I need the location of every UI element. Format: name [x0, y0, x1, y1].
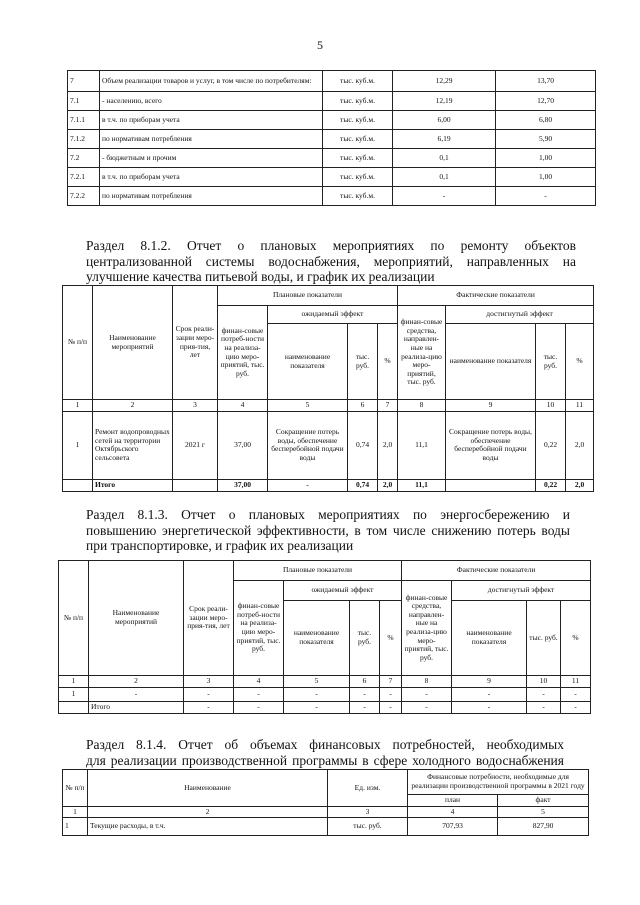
- table-row: 7.1.1 в т.ч. по приборам учета тыс. куб.м. 6,00 6,80: [68, 111, 596, 130]
- col-pct-plan: %: [378, 324, 398, 400]
- total-row: Итого - - - - - - - - -: [59, 702, 591, 714]
- table-row: 7.2.1 в т.ч. по приборам учета тыс. куб.м. 0,1 1,00: [68, 168, 596, 187]
- col-thr-fact: тыс. руб.: [536, 324, 566, 400]
- financial-needs-table: [62, 769, 589, 836]
- volume-table: [67, 70, 596, 206]
- table-row: 7.1 - населению, всего тыс. куб.м. 12,19 12,70: [68, 92, 596, 111]
- table-row: 7.1.2 по нормативам потребления тыс. куб.м. 6,19 5,90: [68, 130, 596, 149]
- col-num: № п/п: [63, 770, 88, 807]
- expected-effect: ожидаемый эффект: [284, 581, 402, 601]
- table-row: 1 Ремонт водопроводных сетей на территории Октябрьского сельсовета 2021 г 37,00 Сокращение потерь воды, обеспечение бесперебойной подачи воды 0,74 2,0 11,1 Сокращение потерь воды, обеспечение бесперебойной подачи воды 0,22 2,0: [63, 411, 594, 479]
- section-8-1-4-heading: Раздел 8.1.4. Отчет об объемах финансовых потребностей, необходимых для реализации производственной программы в сфере холодного водоснабжения: [86, 737, 564, 768]
- table-row: 7 Объем реализации товаров и услуг, в том числе по потребителям: тыс. куб.м. 12,29 13,70: [68, 71, 596, 92]
- fact-header: Фактические показатели: [402, 561, 591, 581]
- col-fin-plan: финан-совые потреб-ности на реализа-цию меро-приятий, тыс. руб.: [218, 306, 268, 400]
- table-row: 7.2.2 по нормативам потребления тыс. куб.м. - -: [68, 187, 596, 206]
- achieved-effect: достигнутый эффект: [452, 581, 591, 601]
- plan-header: Плановые показатели: [234, 561, 402, 581]
- col-thr-plan: тыс. руб.: [348, 324, 378, 400]
- col-indicator-fact: наименование показателя: [446, 324, 536, 400]
- col-fin-fact: финан-совые средства, направлен-ные на реализа-цию меро-приятий, тыс. руб.: [398, 306, 446, 400]
- fact-header: Фактические показатели: [398, 286, 594, 306]
- col-indicator-plan: наименование показателя: [268, 324, 348, 400]
- section-8-1-2-heading: Раздел 8.1.2. Отчет о плановых мероприятиях по ремонту объектов централизованной системы водоснабжения, мероприятий, направленных на улучшение качества питьевой воды, и график их реализации: [86, 238, 576, 284]
- col-fin-fact: финан-совые средства, направлен-ные на реализа-цию меро-приятий, тыс. руб.: [402, 581, 452, 676]
- table-row: 1 - - - - - - - - - -: [59, 688, 591, 702]
- col-unit: Ед. изм.: [328, 770, 408, 807]
- repair-plan-table: [62, 285, 594, 492]
- fin-needs-header: Финансовые потребности, необходимые для реализации производственной программы в 2021 году: [408, 770, 589, 795]
- column-numbers-row: 1 2 3 4 5 6 7 8 9 10 11: [63, 400, 594, 412]
- expected-effect: ожидаемый эффект: [268, 306, 398, 324]
- col-num: № п/п: [63, 286, 93, 400]
- col-thr-plan: тыс. руб.: [350, 601, 380, 676]
- col-pct-plan: %: [380, 601, 402, 676]
- plan-header: Плановые показатели: [218, 286, 398, 306]
- col-pct-fact: %: [561, 601, 591, 676]
- col-name: Наименование мероприятий: [89, 561, 184, 676]
- total-row: Итого 37,00 - 0,74 2,0 11,1 0,22 2,0: [63, 479, 594, 491]
- col-fact: факт: [498, 795, 589, 807]
- col-indicator-fact: наименование показателя: [452, 601, 527, 676]
- achieved-effect: достигнутый эффект: [446, 306, 594, 324]
- table-row: 7.2 - бюджетным и прочим тыс. куб.м. 0,1 1,00: [68, 149, 596, 168]
- col-indicator-plan: наименование показателя: [284, 601, 350, 676]
- col-term: Срок реали-зации меро-прия-тия, лет: [173, 286, 218, 400]
- col-pct-fact: %: [566, 324, 594, 400]
- page-number: 5: [317, 38, 323, 52]
- col-plan: план: [408, 795, 498, 807]
- column-numbers-row: 1 2 3 4 5 6 7 8 9 10 11: [59, 676, 591, 688]
- energy-saving-table: [58, 560, 591, 714]
- table-row: 1 Текущие расходы, в т.ч. тыс. руб. 707,93 827,90: [63, 818, 589, 836]
- column-numbers-row: 1 2 3 4 5: [63, 806, 589, 818]
- col-name: Наименование мероприятий: [93, 286, 173, 400]
- col-thr-fact: тыс. руб.: [527, 601, 561, 676]
- col-fin-plan: финан-совые потреб-ности на реализа-цию меро-приятий, тыс. руб.: [234, 581, 284, 676]
- col-term: Срок реали-зации меро-прия-тия, лет: [184, 561, 234, 676]
- col-num: № п/п: [59, 561, 89, 676]
- col-name: Наименование: [88, 770, 328, 807]
- section-8-1-3-heading: Раздел 8.1.3. Отчет о плановых мероприятиях по энергосбережению и повышению энергетической эффективности, в том числе снижению потерь воды при транспортировке, и график их реализации: [86, 507, 570, 553]
